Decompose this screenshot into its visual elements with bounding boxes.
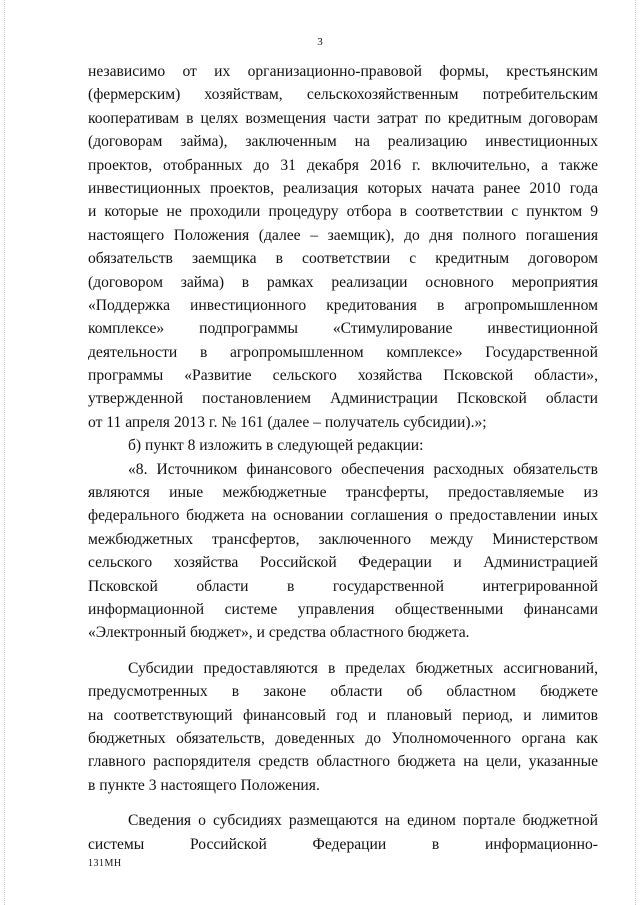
text-line: проектов, отобранных до 31 декабря 2016 г. включительно, а также <box>88 156 598 174</box>
text-line: федерального бюджета на основании соглашения о предоставлении иных <box>88 507 598 525</box>
text-line: Сведения о субсидиях размещаются на едином портале бюджетной <box>128 812 598 830</box>
text-line: предусмотренных в законе области об областном бюджете <box>88 683 598 701</box>
paragraph-spacing <box>88 645 598 657</box>
page-number: 3 <box>317 36 323 48</box>
text-line: межбюджетных трансфертов, заключенного между Министерством <box>88 530 598 548</box>
text-line: деятельности в агропромышленном комплексе» Государственной <box>88 343 598 361</box>
paragraph-recipients <box>88 60 598 434</box>
text-line: Псковской области в государственной интегрированной <box>88 577 598 595</box>
text-line: программы «Развитие сельского хозяйства Псковской области», <box>88 367 598 385</box>
text-line: независимо от их организационно-правовой формы, крестьянским <box>88 63 598 80</box>
text-line: «8. Источником финансового обеспечения расходных обязательств <box>128 460 598 478</box>
text-line: «Поддержка инвестиционного кредитования в агропромышленном <box>88 296 598 314</box>
text-line: системы Российской Федерации в информационно- <box>88 835 598 853</box>
text-line: являются иные межбюджетные трансферты, предоставляемые из <box>88 484 598 502</box>
paragraph-portal <box>88 809 598 856</box>
footer-code: 131МН <box>88 858 122 869</box>
text-line: б) пункт 8 изложить в следующей редакции: <box>128 437 424 455</box>
text-line: сельского хозяйства Российской Федерации и Администрацией <box>88 554 598 572</box>
text-line: (договором займа) в рамках реализации основного мероприятия <box>88 273 598 291</box>
text-line: (договорам займа), заключенным на реализацию инвестиционных <box>88 133 598 151</box>
text-line: от 11 апреля 2013 г. № 161 (далее – получатель субсидии).»; <box>88 413 487 431</box>
text-line: в пункте 3 настоящего Положения. <box>88 776 320 794</box>
text-line: «Электронный бюджет», и средства областного бюджета. <box>88 624 470 642</box>
text-line: обязательств заемщика в соответствии с кредитным договором <box>88 250 598 268</box>
page-edge-left <box>4 0 5 905</box>
text-line: бюджетных обязательств, доведенных до Уполномоченного органа как <box>88 729 598 747</box>
paragraph-item-8 <box>88 458 598 645</box>
text-line: главного распорядителя средств областного бюджета на цели, указанные <box>88 753 598 771</box>
text-line: кооперативам в целях возмещения части затрат по кредитным договорам <box>88 109 598 127</box>
paragraph-subsidies <box>88 657 598 797</box>
text-line: и которые не проходили процедуру отбора в соответствии с пунктом 9 <box>88 203 598 221</box>
document-body <box>88 60 598 856</box>
text-line: информационной системе управления общественными финансами <box>88 600 598 618</box>
text-line: Субсидии предоставляются в пределах бюджетных ассигнований, <box>128 659 598 677</box>
paragraph-item-b <box>88 434 598 457</box>
text-line: утвержденной постановлением Администрации Псковской области <box>88 390 598 408</box>
text-line: инвестиционных проектов, реализация которых начата ранее 2010 года <box>88 179 598 197</box>
text-line: настоящего Положения (далее – заемщик), до дня полного погашения <box>88 226 598 244</box>
text-line: (фермерским) хозяйствам, сельскохозяйственным потребительским <box>88 86 598 104</box>
paragraph-spacing <box>88 797 598 809</box>
page-edge-right <box>635 0 636 905</box>
text-line: комплексе» подпрограммы «Стимулирование инвестиционной <box>88 320 598 338</box>
text-line: на соответствующий финансовый год и плановый период, и лимитов <box>88 706 598 724</box>
